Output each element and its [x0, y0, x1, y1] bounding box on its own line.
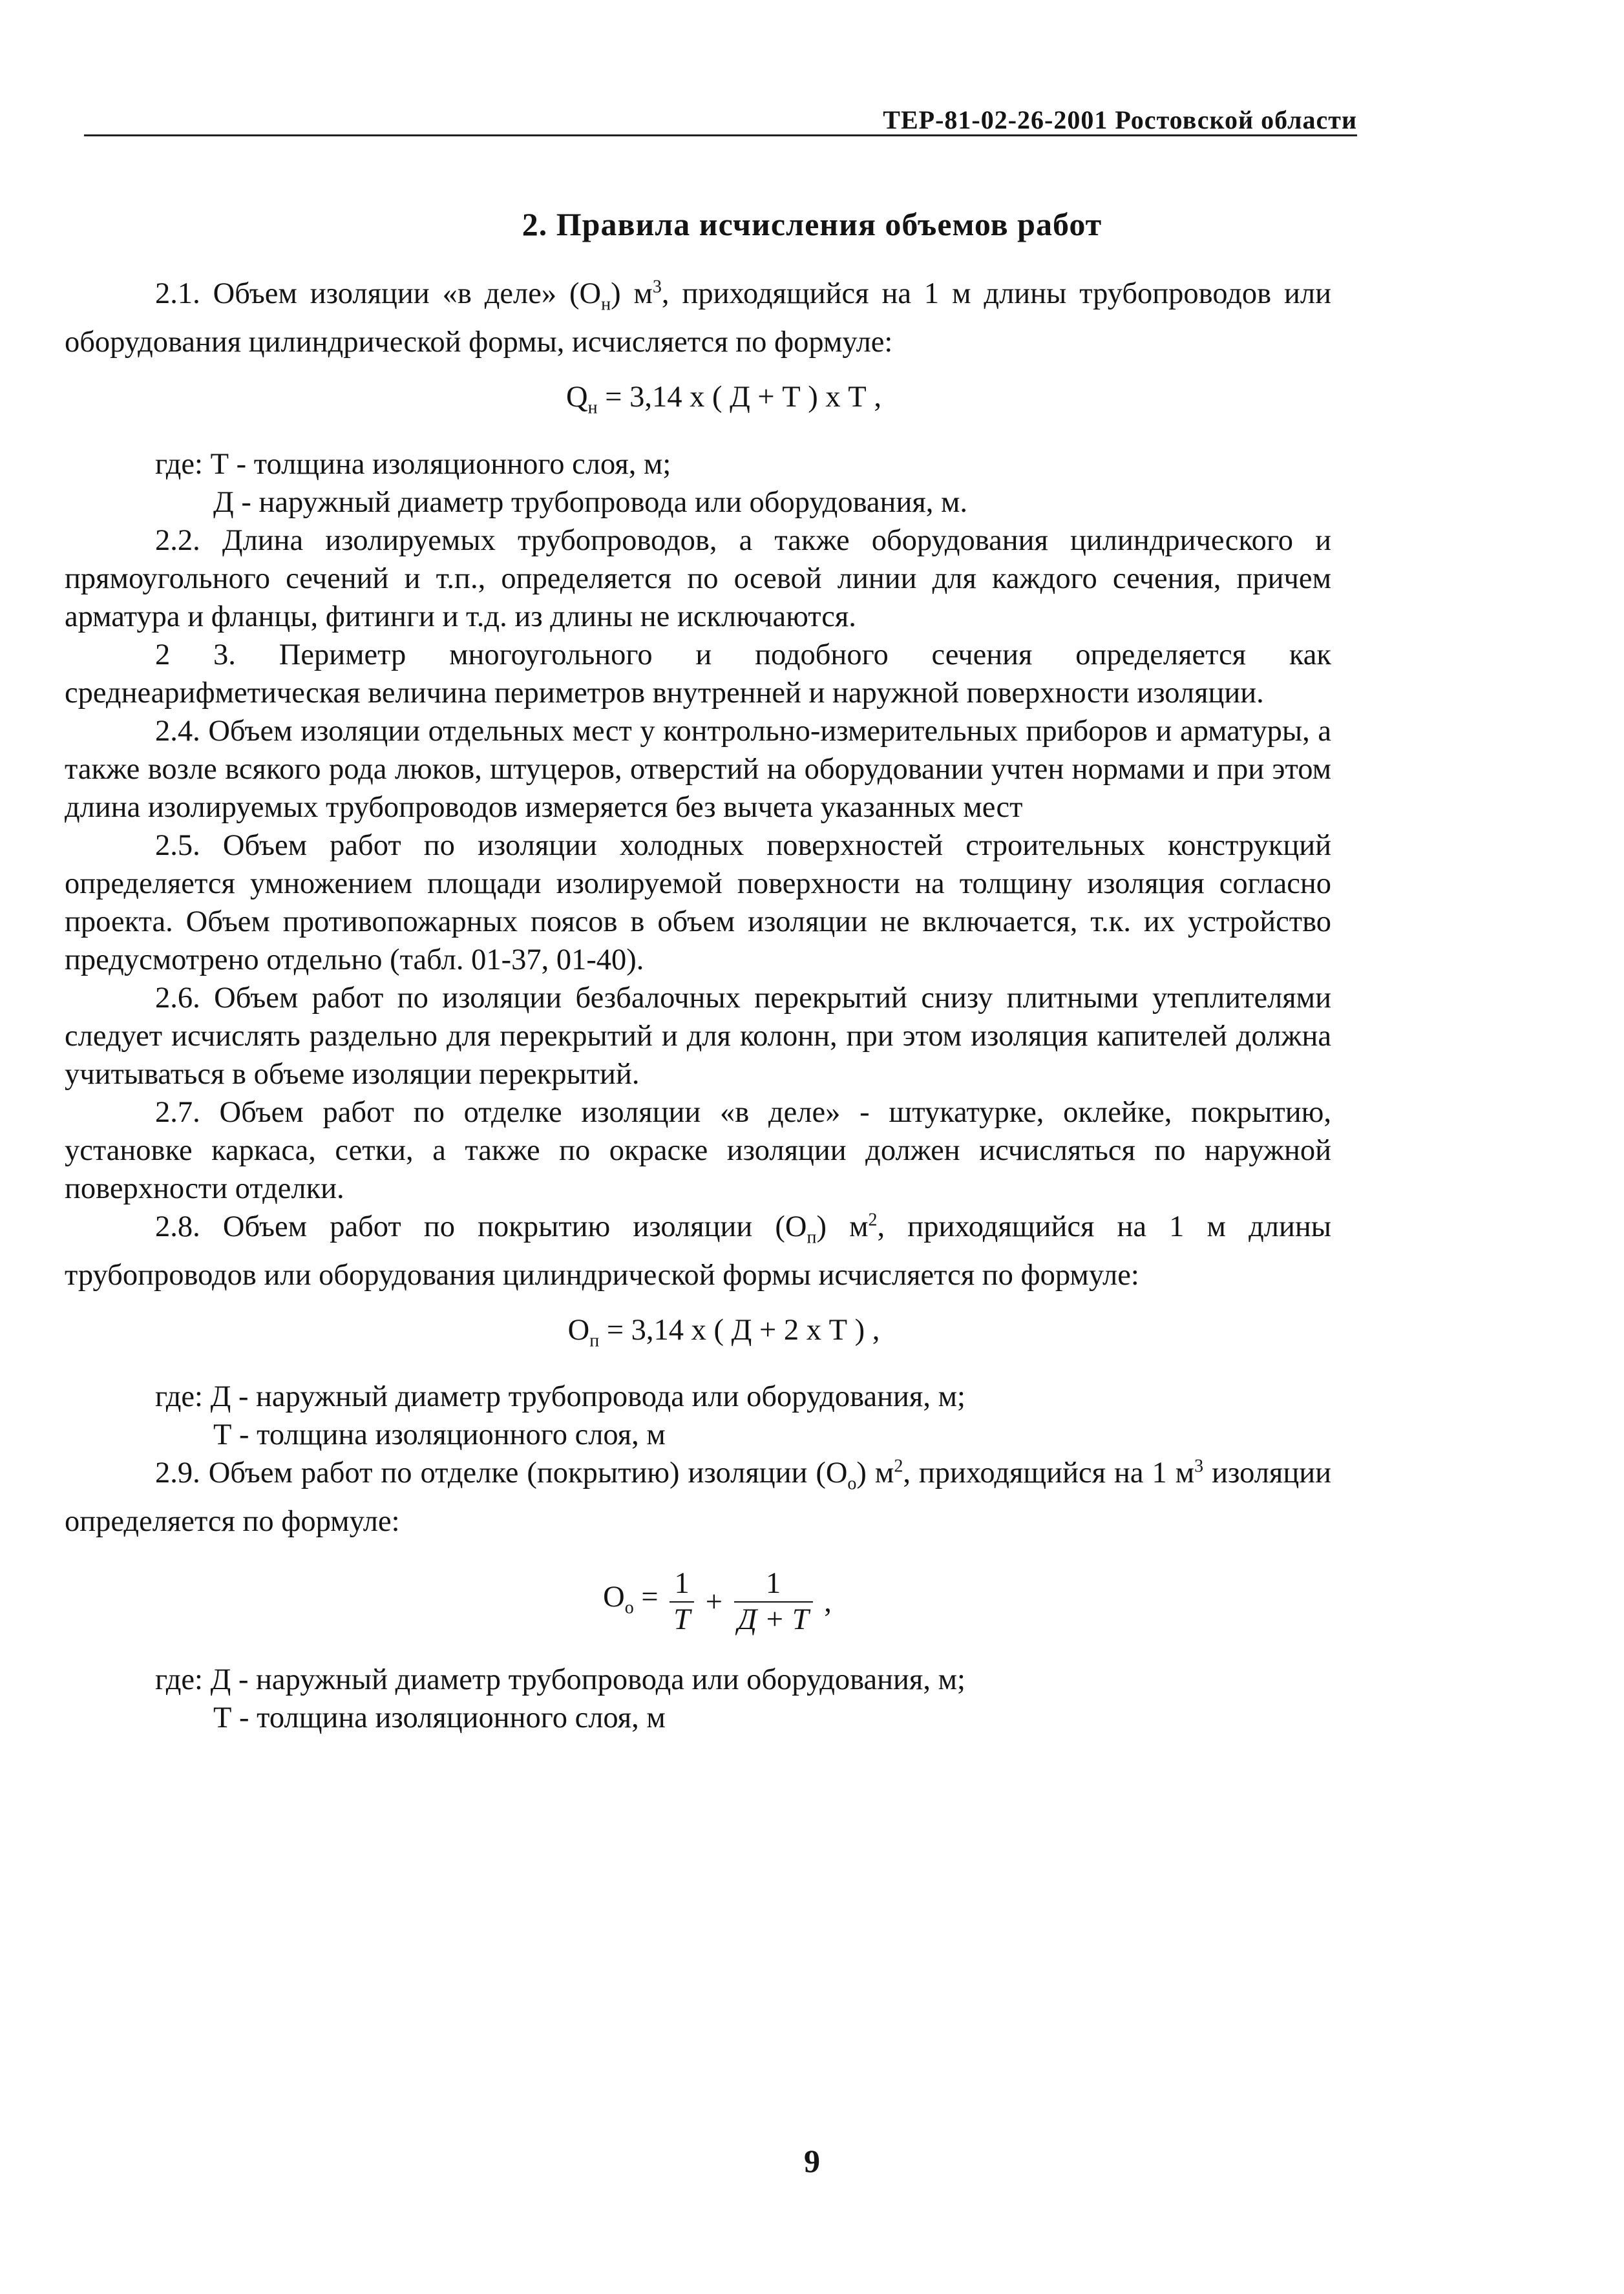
formula-lhs: $О_о$ = — [603, 1580, 659, 1618]
where-line: где: Д - наружный диаметр трубопровода или оборудования, м; — [155, 1663, 965, 1697]
fraction — [734, 1566, 813, 1637]
where-line: Т - толщина изоляционного слоя, м — [213, 1418, 666, 1452]
formula-insulation-volume: $Q_н = 3,14$ х ( Д + Т ) х Т , — [566, 381, 881, 418]
where-line: Д - наружный диаметр трубопровода или оборудования, м. — [213, 485, 968, 519]
paragraph-2-8: 2.8. Объем работ по покрытию изоляции $(О_п)$ $м^2$, приходящийся на 1 м длины трубопроводов или оборудования цилиндрической формы исчисляется по формуле: — [65, 1210, 1331, 1292]
formula-covering-area: $О_п = 3,14$ х ( Д + 2 х Т ) , — [567, 1313, 880, 1351]
fraction — [670, 1566, 694, 1637]
paragraph-2-3: 2 3. Периметр многоугольного и подобного сечения определяется как среднеарифметическая величина периметров внутренней и наружной поверхности изоляции. — [65, 638, 1331, 710]
section-title: 2. Правила исчисления объемов работ — [522, 206, 1102, 242]
running-header — [84, 103, 1357, 136]
document-body — [65, 275, 1331, 1737]
where-line: где: Т - толщина изоляционного слоя, м; — [155, 447, 671, 481]
paragraph-2-1: 2.1. Объем изоляции «в деле» $(О_н)$ $м^3$, приходящийся на 1 м длины трубопроводов или оборудования цилиндрической формы, исчисляется по формуле: — [65, 277, 1331, 359]
formula-finishing-ratio — [65, 1566, 1331, 1637]
paragraph-2-2: 2.2. Длина изолируемых трубопроводов, а также оборудования цилиндрического и прямоугольного сечений и т.п., определяется по осевой линии для каждого сечения, причем арматура и фланцы, фитинги и т.д. из длины не исключаются. — [65, 523, 1331, 633]
plus-sign: + — [705, 1585, 722, 1619]
paragraph-2-5: 2.5. Объем работ по изоляции холодных поверхностей строительных конструкций определяется умножением площади изолируемой поверхности на толщину изоляция согласно проекта. Объем противопожарных поясов в объем изоляции не включается, т.к. их устройство предусмотрено отдельно (табл. 01-37, 01-40). — [65, 828, 1331, 976]
fraction-numerator: 1 — [670, 1566, 694, 1603]
where-line: где: Д - наружный диаметр трубопровода или оборудования, м; — [155, 1380, 965, 1414]
paragraph-2-9: 2.9. Объем работ по отделке (покрытию) изоляции $(О_о)$ $м^2$, приходящийся на 1 $м^3$ изоляции определяется по формуле: — [65, 1456, 1331, 1539]
fraction-denominator: T — [673, 1603, 691, 1637]
paragraph-2-4: 2.4. Объем изоляции отдельных мест у контрольно-измерительных приборов и арматуры, а также возле всякого рода люков, штуцеров, отверстий на оборудовании учтен нормами и при этом длина изолируемых трубопроводов измеряется без вычета указанных мест — [65, 714, 1331, 824]
fraction-denominator: Д + T — [737, 1603, 809, 1637]
document-code: ТЕР-81-02-26-2001 Ростовской области — [883, 105, 1357, 134]
where-line: Т - толщина изоляционного слоя, м — [213, 1701, 666, 1735]
fraction-numerator: 1 — [734, 1566, 813, 1603]
paragraph-2-6: 2.6. Объем работ по изоляции безбалочных перекрытий снизу плитными утеплителями следует исчислять раздельно для перекрытий и для колонн, при этом изоляция капителей должна учитываться в объеме изоляции перекрытий. — [65, 981, 1331, 1091]
page-number: 9 — [804, 2143, 820, 2179]
paragraph-2-7: 2.7. Объем работ по отделке изоляции «в деле» - штукатурке, оклейке, покрытию, установке каркаса, сетки, а также по окраске изоляции должен исчисляться по наружной поверхности отделки. — [65, 1095, 1331, 1205]
formula-comma: , — [824, 1585, 832, 1619]
